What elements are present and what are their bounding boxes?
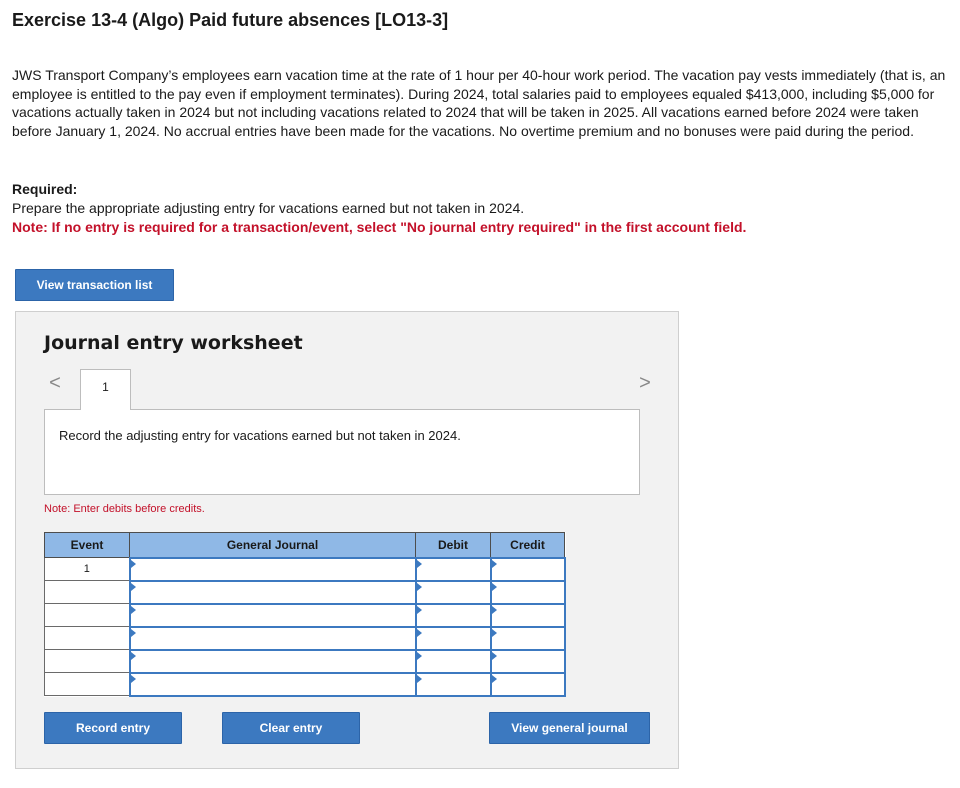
account-field[interactable] xyxy=(130,650,416,673)
debit-field[interactable] xyxy=(416,673,491,696)
credit-field[interactable] xyxy=(491,581,565,604)
view-transaction-list-button[interactable]: View transaction list xyxy=(15,269,174,301)
required-heading: Required: xyxy=(12,181,78,197)
general-journal-header: General Journal xyxy=(130,533,416,558)
debit-field[interactable] xyxy=(416,558,491,581)
required-note: Note: If no entry is required for a transaction/event, select "No journal entry required" in the first account field. xyxy=(12,219,747,235)
record-entry-button[interactable]: Record entry xyxy=(44,712,182,744)
event-cell xyxy=(45,650,130,673)
account-field[interactable] xyxy=(130,581,416,604)
view-general-journal-button[interactable]: View general journal xyxy=(489,712,650,744)
event-cell xyxy=(45,604,130,627)
table-row xyxy=(45,604,565,627)
chevron-right-icon[interactable]: > xyxy=(639,372,651,394)
credit-field[interactable] xyxy=(491,604,565,627)
tab-1[interactable]: 1 xyxy=(80,369,131,410)
event-cell xyxy=(45,581,130,604)
debits-note: Note: Enter debits before credits. xyxy=(44,503,205,515)
clear-entry-button[interactable]: Clear entry xyxy=(222,712,360,744)
exercise-title: Exercise 13-4 (Algo) Paid future absences [LO13-3] xyxy=(12,10,449,30)
account-field[interactable] xyxy=(130,627,416,650)
table-row xyxy=(45,650,565,673)
event-cell xyxy=(45,627,130,650)
account-field[interactable] xyxy=(130,604,416,627)
credit-field[interactable] xyxy=(491,650,565,673)
debit-field[interactable] xyxy=(416,604,491,627)
table-row xyxy=(45,673,565,696)
event-cell: 1 xyxy=(45,558,130,581)
table-row xyxy=(45,627,565,650)
required-text: Prepare the appropriate adjusting entry for vacations earned but not taken in 2024. xyxy=(12,200,525,216)
credit-field[interactable] xyxy=(491,558,565,581)
journal-entry-worksheet xyxy=(15,311,679,769)
debit-field[interactable] xyxy=(416,581,491,604)
debit-header: Debit xyxy=(416,533,491,558)
credit-field[interactable] xyxy=(491,673,565,696)
journal-table xyxy=(44,532,566,697)
chevron-left-icon[interactable]: < xyxy=(49,372,61,394)
worksheet-title: Journal entry worksheet xyxy=(44,332,303,354)
event-cell xyxy=(45,673,130,696)
table-row xyxy=(45,581,565,604)
table-row xyxy=(45,558,565,581)
credit-field[interactable] xyxy=(491,627,565,650)
account-field[interactable] xyxy=(130,558,416,581)
required-section xyxy=(12,180,948,237)
debit-field[interactable] xyxy=(416,650,491,673)
event-header: Event xyxy=(45,533,130,558)
transaction-description: Record the adjusting entry for vacations earned but not taken in 2024. xyxy=(44,409,640,495)
problem-text: JWS Transport Company’s employees earn vacation time at the rate of 1 hour per 40-hour work period. The vacation pay vests immediately (that is, an employee is entitled to the pay even if employment terminates). During 2024, total salaries paid to employees equaled $413,000, including $5,000 for vacations actually taken in 2024 but not including vacations related to 2024 that will be taken in 2025. All vacations earned before 2024 were taken before January 1, 2024. No accrual entries have been made for the vacations. No overtime premium and no bonuses were paid during the period. xyxy=(12,67,946,139)
credit-header: Credit xyxy=(491,533,565,558)
account-field[interactable] xyxy=(130,673,416,696)
debit-field[interactable] xyxy=(416,627,491,650)
